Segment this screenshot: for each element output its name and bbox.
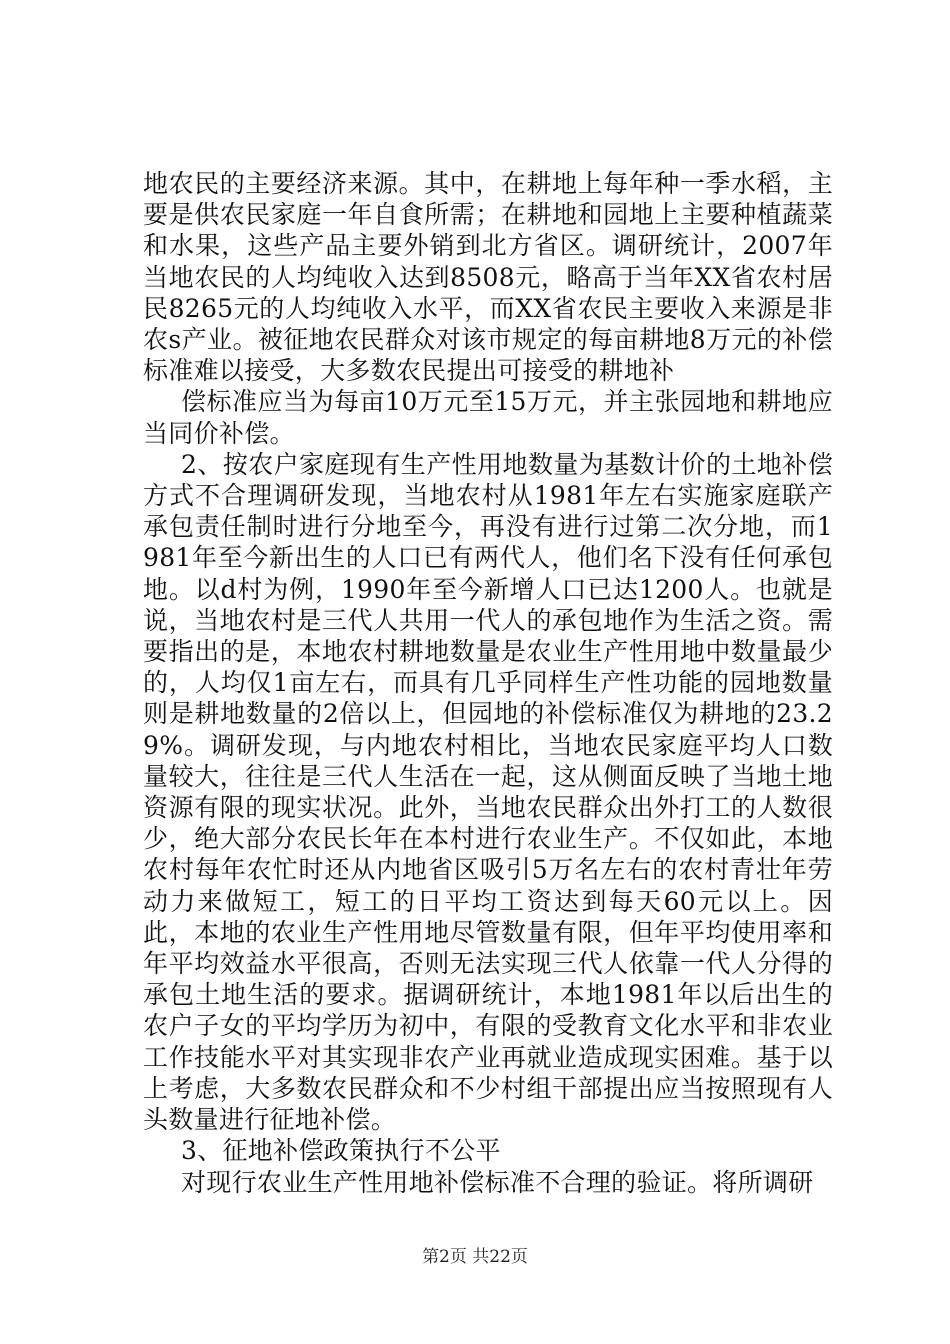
section-heading-3: 3、征地补偿政策执行不公平 xyxy=(181,1136,501,1166)
paragraph-2: 偿标准应当为每亩10万元至15万元，并主张园地和耕地应当同价补偿。 xyxy=(143,387,833,448)
paragraph-4: 对现行农业生产性用地补偿标准不合理的验证。将所调研 xyxy=(181,1167,814,1197)
body-text xyxy=(143,168,833,1198)
page-footer: 第2页 共22页 xyxy=(422,1247,528,1267)
paragraph-3: 2、按农户家庭现有生产性用地数量为基数计价的土地补偿方式不合理调研发现，当地农村从1981年左右实施家庭联产承包责任制时进行分地至今，再没有进行过第二次分地，而1981年至今新出生的人口已有两代人，他们名下没有任何承包地。以d村为例，1990年至今新增人口已达1200人。也就是说，当地农村是三代人共用一代人的承包地作为生活之资。需要指出的是，本地农村耕地数量是农业生产性用地中数量最少的，人均仅1亩左右，而具有几乎同样生产性功能的园地数量则是耕地数量的2倍以上，但园地的补偿标准仅为耕地的23.29%。调研发现，与内地农村相比，当地农民家庭平均人口数量较大，往往是三代人生活在一起，这从侧面反映了当地土地资源有限的现实状况。此外，当地农民群众出外打工的人数很少，绝大部分农民长年在本村进行农业生产。不仅如此，本地农村每年农忙时还从内地省区吸引5万名左右的农村青壮年劳动力来做短工，短工的日平均工资达到每天60元以上。因此，本地的农业生产性用地尽管数量有限，但年平均使用率和年平均效益水平很高，否则无法实现三代人依靠一代人分得的承包土地生活的要求。据调研统计，本地1981年以后出生的农户子女的平均学历为初中，有限的受教育文化水平和非农业工作技能水平对其实现非农产业再就业造成现实困难。基于以上考虑，大多数农民群众和不少村组干部提出应当按照现有人头数量进行征地补偿。 xyxy=(143,449,833,1135)
paragraph-1: 地农民的主要经济来源。其中，在耕地上每年种一季水稻，主要是供农民家庭一年自食所需；在耕地和园地上主要种植蔬菜和水果，这些产品主要外销到北方省区。调研统计，2007年当地农民的人均纯收入达到8508元，略高于当年XX省农村居民8265元的人均纯收入水平，而XX省农民主要收入来源是非农s产业。被征地农民群众对该市规定的每亩耕地8万元的补偿标准难以接受，大多数农民提出可接受的耕地补 xyxy=(143,169,833,386)
